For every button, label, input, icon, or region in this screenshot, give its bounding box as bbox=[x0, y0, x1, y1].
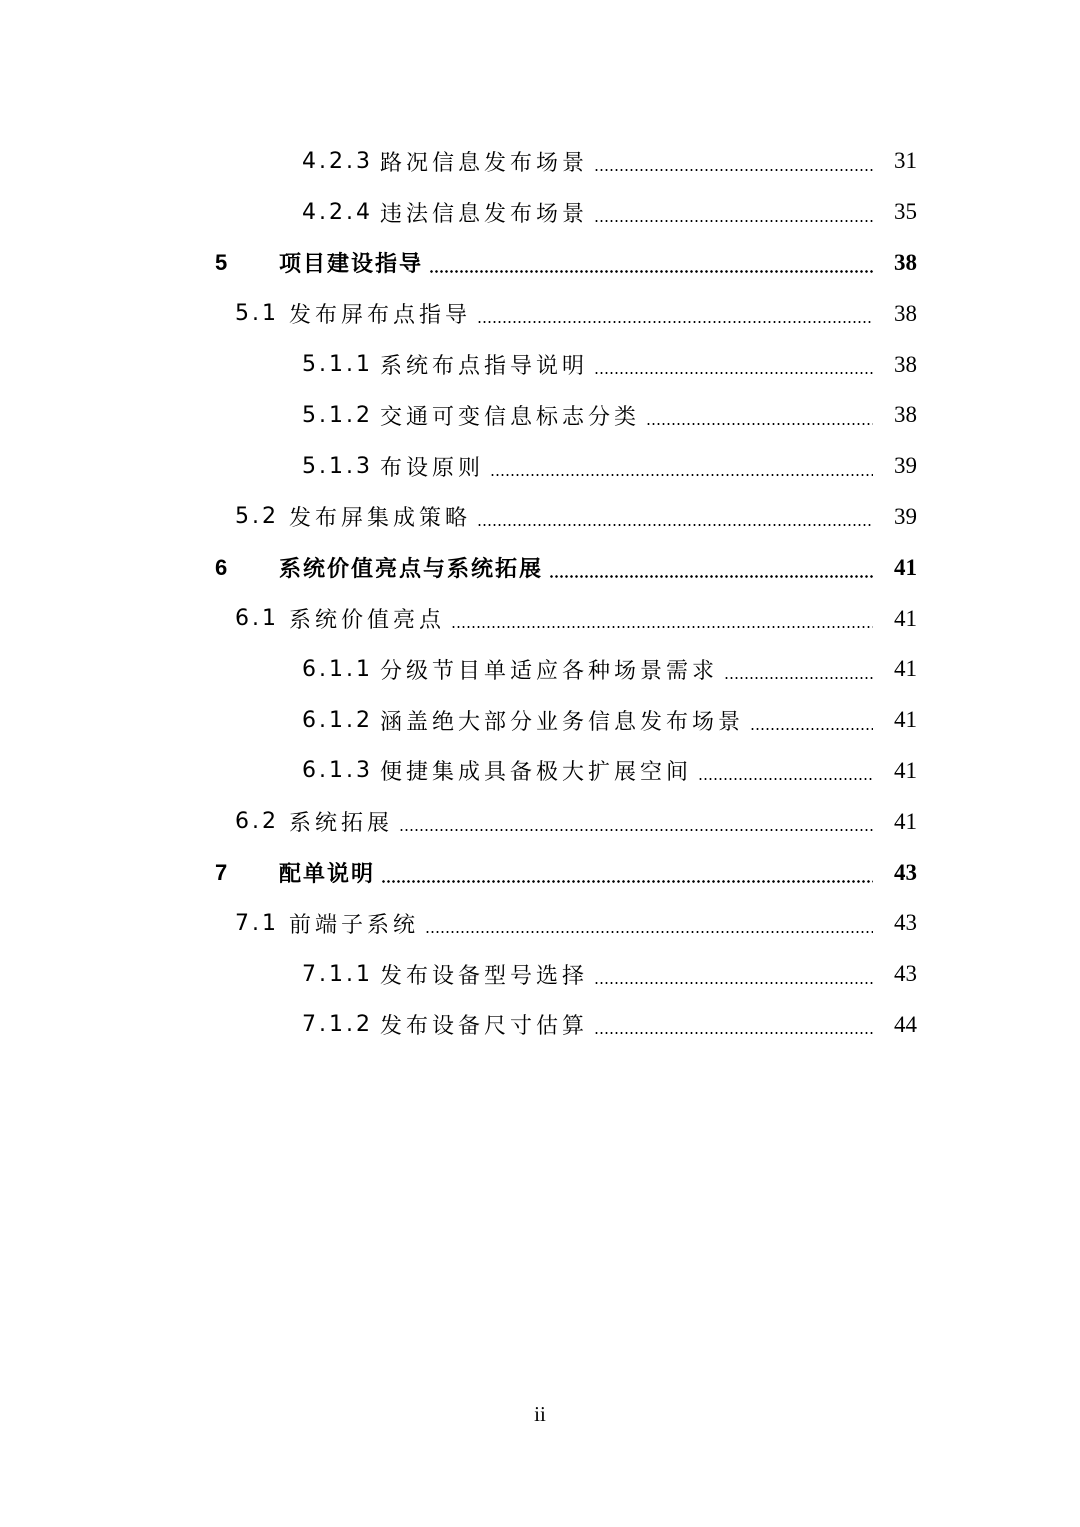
toc-entry-number: 6.1 bbox=[235, 606, 279, 632]
toc-entry-title: 发布屏布点指导 bbox=[289, 303, 472, 329]
toc-entry[interactable] bbox=[0, 746, 1080, 797]
toc-dot-leader bbox=[594, 982, 873, 984]
toc-entry-page: 43 bbox=[894, 961, 917, 987]
toc-entry-page: 41 bbox=[894, 656, 917, 682]
toc-dot-leader bbox=[750, 728, 873, 730]
toc-entry-page: 41 bbox=[894, 707, 917, 733]
toc-dot-leader bbox=[646, 423, 873, 425]
toc-entry[interactable] bbox=[0, 238, 1080, 289]
table-of-contents bbox=[0, 136, 1080, 1050]
toc-entry-title: 分级节目单适应各种场景需求 bbox=[380, 658, 719, 684]
toc-entry[interactable] bbox=[0, 796, 1080, 847]
toc-entry[interactable] bbox=[0, 542, 1080, 593]
toc-entry-number: 7.1.1 bbox=[302, 961, 373, 987]
toc-entry-page: 31 bbox=[894, 148, 917, 174]
toc-entry-page: 44 bbox=[894, 1011, 917, 1037]
toc-entry-number: 5 bbox=[215, 249, 228, 275]
toc-entry-page: 41 bbox=[894, 757, 917, 783]
toc-dot-leader bbox=[594, 169, 873, 171]
toc-entry[interactable] bbox=[0, 1000, 1080, 1051]
toc-entry-title: 发布设备型号选择 bbox=[380, 963, 589, 989]
toc-entry-page: 38 bbox=[894, 351, 917, 377]
toc-entry-title: 交通可变信息标志分类 bbox=[380, 404, 641, 430]
toc-dot-leader bbox=[477, 321, 873, 323]
toc-entry-number: 5.1 bbox=[235, 301, 279, 327]
page-number: ii bbox=[534, 1402, 546, 1426]
toc-entry-title: 前端子系统 bbox=[289, 912, 420, 938]
toc-entry[interactable] bbox=[0, 187, 1080, 238]
toc-entry[interactable] bbox=[0, 949, 1080, 1000]
toc-entry[interactable] bbox=[0, 390, 1080, 441]
toc-dot-leader bbox=[477, 524, 873, 526]
toc-entry-page: 43 bbox=[894, 859, 917, 885]
toc-dot-leader bbox=[594, 220, 873, 222]
toc-entry-page: 41 bbox=[894, 605, 917, 631]
toc-entry[interactable] bbox=[0, 898, 1080, 949]
toc-entry-title: 便捷集成具备极大扩展空间 bbox=[380, 760, 693, 786]
toc-entry-title: 发布设备尺寸估算 bbox=[380, 1014, 589, 1040]
toc-entry[interactable] bbox=[0, 339, 1080, 390]
toc-dot-leader bbox=[698, 778, 873, 780]
toc-entry-title: 布设原则 bbox=[380, 455, 485, 481]
toc-entry-title: 系统拓展 bbox=[289, 811, 394, 837]
toc-entry-title: 系统价值亮点与系统拓展 bbox=[279, 557, 544, 583]
toc-entry-number: 6.1.3 bbox=[302, 758, 373, 784]
toc-entry-title: 路况信息发布场景 bbox=[380, 150, 589, 176]
toc-entry-title: 配单说明 bbox=[279, 862, 376, 888]
toc-dot-leader bbox=[381, 880, 873, 883]
toc-entry-page: 39 bbox=[894, 453, 917, 479]
toc-dot-leader bbox=[451, 626, 873, 628]
toc-entry[interactable] bbox=[0, 492, 1080, 543]
toc-entry-number: 6.1.1 bbox=[302, 656, 373, 682]
toc-entry-number: 5.1.1 bbox=[302, 352, 373, 378]
toc-dot-leader bbox=[549, 575, 873, 578]
toc-entry-title: 项目建设指导 bbox=[279, 252, 424, 278]
toc-entry[interactable] bbox=[0, 847, 1080, 898]
toc-entry-page: 41 bbox=[894, 808, 917, 834]
toc-dot-leader bbox=[425, 931, 873, 933]
toc-entry-page: 38 bbox=[894, 300, 917, 326]
toc-entry-number: 5.1.2 bbox=[302, 402, 373, 428]
toc-dot-leader bbox=[399, 829, 873, 831]
toc-entry-number: 4.2.3 bbox=[302, 148, 373, 174]
toc-entry[interactable] bbox=[0, 695, 1080, 746]
toc-entry-title: 涵盖绝大部分业务信息发布场景 bbox=[380, 709, 745, 735]
toc-entry[interactable] bbox=[0, 136, 1080, 187]
toc-entry-title: 违法信息发布场景 bbox=[380, 201, 589, 227]
toc-entry-page: 39 bbox=[894, 503, 917, 529]
toc-entry[interactable] bbox=[0, 644, 1080, 695]
toc-entry-number: 4.2.4 bbox=[302, 199, 373, 225]
toc-entry-page: 43 bbox=[894, 910, 917, 936]
toc-entry-page: 38 bbox=[894, 402, 917, 428]
toc-dot-leader bbox=[429, 270, 873, 273]
toc-entry-page: 38 bbox=[894, 249, 917, 275]
toc-entry[interactable] bbox=[0, 441, 1080, 492]
toc-entry-number: 7.1 bbox=[235, 910, 279, 936]
toc-dot-leader bbox=[594, 1032, 873, 1034]
toc-entry-number: 6.1.2 bbox=[302, 707, 373, 733]
toc-entry[interactable] bbox=[0, 288, 1080, 339]
toc-entry-number: 7 bbox=[215, 859, 228, 885]
toc-entry-number: 5.2 bbox=[235, 504, 279, 530]
toc-entry-title: 系统布点指导说明 bbox=[380, 354, 589, 380]
toc-dot-leader bbox=[490, 474, 873, 476]
toc-entry-number: 7.1.2 bbox=[302, 1012, 373, 1038]
toc-entry-title: 发布屏集成策略 bbox=[289, 506, 472, 532]
toc-dot-leader bbox=[594, 372, 873, 374]
toc-entry-number: 6 bbox=[215, 554, 228, 580]
toc-entry[interactable] bbox=[0, 593, 1080, 644]
toc-entry-page: 41 bbox=[894, 554, 917, 580]
toc-entry-number: 5.1.3 bbox=[302, 453, 373, 479]
toc-entry-page: 35 bbox=[894, 199, 917, 225]
toc-dot-leader bbox=[724, 677, 873, 679]
toc-entry-number: 6.2 bbox=[235, 809, 279, 835]
toc-entry-title: 系统价值亮点 bbox=[289, 608, 446, 634]
